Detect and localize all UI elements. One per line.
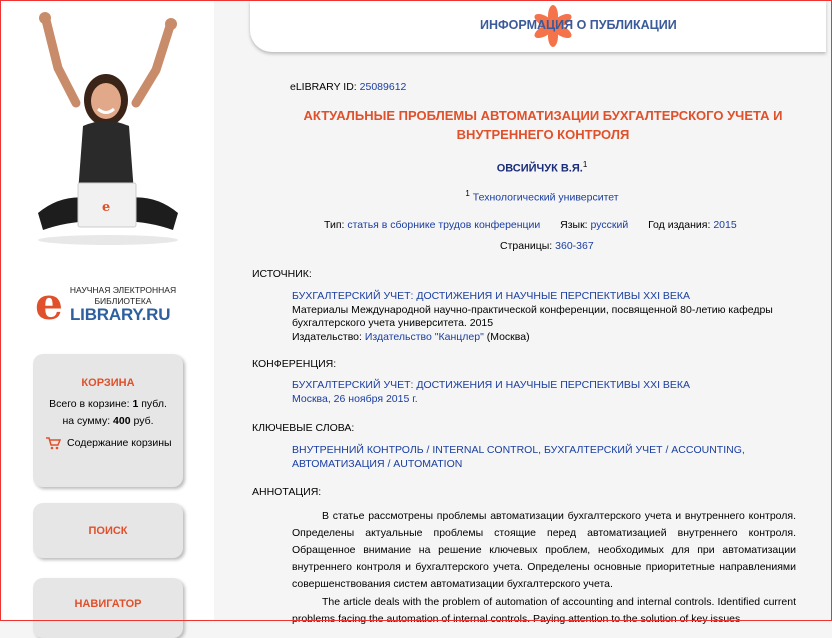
elibrary-id-label: eLIBRARY ID:: [290, 81, 357, 93]
left-sidebar: [0, 0, 214, 621]
annotation-ru: В статье рассмотрены проблемы автоматизации бухгалтерского учета и внутреннего контроля. Определены актуальные проблемы стоящие перед автоматизацией внутреннего контроля. Обращенное внимание на решение ключевых проблем, необходимых для при автоматизации внутреннего контроля и бухгалтерского учета. Определены основные приоритетные направлениями совершенствования систем автоматизации бухгалтерского учета.: [292, 510, 796, 590]
cart-summary: [33, 396, 183, 430]
affiliation-sup: 1: [465, 189, 470, 198]
cart-count: 1: [132, 398, 139, 410]
svg-text:e: e: [102, 200, 111, 215]
language-value: русский: [590, 219, 629, 231]
hero-illustration: [28, 8, 188, 248]
keywords-line-1[interactable]: ВНУТРЕННИЙ КОНТРОЛЬ / INTERNAL CONTROL, БУХГАЛТЕРСКИЙ УЧЕТ / ACCOUNTING,: [292, 444, 745, 456]
keywords-block: [292, 444, 812, 471]
cart-title[interactable]: КОРЗИНА: [81, 377, 135, 389]
logo-tagline: НАУЧНАЯ ЭЛЕКТРОННАЯ БИБЛИОТЕКА: [69, 285, 177, 306]
elibrary-id: [290, 81, 406, 95]
conference-title-link[interactable]: БУХГАЛТЕРСКИЙ УЧЕТ: ДОСТИЖЕНИЯ И НАУЧНЫЕ ПЕРСПЕКТИВЫ XXI ВЕКА: [292, 379, 691, 391]
source-desc-line-2: бухгалтерского учета университета. 2015: [292, 317, 494, 329]
affiliation-line: [250, 187, 832, 205]
navigator-box[interactable]: [33, 578, 183, 638]
elibrary-id-value: 25089612: [359, 81, 407, 93]
page-title: ИНФОРМАЦИЯ О ПУБЛИКАЦИИ: [480, 18, 677, 32]
language-label: Язык:: [560, 219, 588, 231]
publication-title: [286, 106, 800, 144]
publication-meta: [324, 219, 824, 233]
cart-total-prefix: Всего в корзине:: [49, 398, 130, 410]
type-label: Тип:: [324, 219, 345, 231]
pages-line: [500, 240, 594, 254]
affiliation-link[interactable]: Технологический университет: [472, 191, 619, 204]
source-block: [292, 290, 812, 344]
logo-name: LIBRARY.RU: [70, 305, 171, 324]
author-line: [250, 160, 832, 175]
pages-label: Страницы:: [500, 240, 553, 252]
source-label: ИСТОЧНИК:: [252, 268, 312, 280]
year-label: Год издания:: [648, 219, 711, 231]
annotation-label: АННОТАЦИЯ:: [252, 486, 322, 498]
logo-e-letter: e: [35, 279, 63, 330]
conference-block: [292, 379, 812, 406]
type-value: статья в сборнике трудов конференции: [347, 219, 541, 231]
search-box[interactable]: [33, 503, 183, 558]
shopping-cart-icon: [45, 436, 61, 450]
keywords-line-2[interactable]: АВТОМАТИЗАЦИЯ / AUTOMATION: [292, 457, 463, 470]
author-link[interactable]: ОВСИЙЧУК В.Я.: [496, 162, 583, 175]
cart-sum-prefix: на сумму:: [62, 415, 111, 427]
cart-contents-link[interactable]: [45, 436, 183, 450]
publisher-city: (Москва): [486, 330, 530, 343]
navigator-title: НАВИГАТОР: [74, 598, 142, 610]
title-line-1: АКТУАЛЬНЫЕ ПРОБЛЕМЫ АВТОМАТИЗАЦИИ БУХГАЛТЕРСКОГО УЧЕТА И: [303, 108, 783, 123]
pages-value: 360-367: [555, 240, 594, 252]
year-value: 2015: [713, 219, 737, 231]
title-line-2: ВНУТРЕННЕГО КОНТРОЛЯ: [456, 127, 630, 142]
source-desc-line-1: Материалы Международной научно-практической конференции, посвященной 80-летию кафедры: [292, 303, 773, 316]
page-header: [250, 0, 826, 52]
search-title: ПОИСК: [88, 525, 128, 537]
keywords-label: КЛЮЧЕВЫЕ СЛОВА:: [252, 422, 355, 434]
publisher-link[interactable]: Издательство "Канцлер": [364, 330, 484, 343]
elibrary-logo[interactable]: [35, 279, 195, 333]
publisher-label: Издательство:: [292, 330, 362, 343]
conference-place-date: Москва, 26 ноября 2015 г.: [292, 392, 418, 405]
conference-label: КОНФЕРЕНЦИЯ:: [252, 358, 337, 370]
cart-sum-unit: руб.: [133, 415, 154, 427]
cart-sum: 400: [113, 415, 131, 427]
source-title-link[interactable]: БУХГАЛТЕРСКИЙ УЧЕТ: ДОСТИЖЕНИЯ И НАУЧНЫЕ ПЕРСПЕКТИВЫ XXI ВЕКА: [292, 290, 691, 302]
author-sup: 1: [582, 160, 588, 169]
cart-contents-label: Содержание корзины: [67, 437, 172, 449]
annotation-en: The article deals with the problem of automation of accounting and internal controls. Identified current problems facing the automation of internal controls. Paying attention to the solution of key issues: [292, 596, 796, 625]
cart-count-unit: публ.: [141, 398, 167, 410]
cart-box: [33, 354, 183, 487]
